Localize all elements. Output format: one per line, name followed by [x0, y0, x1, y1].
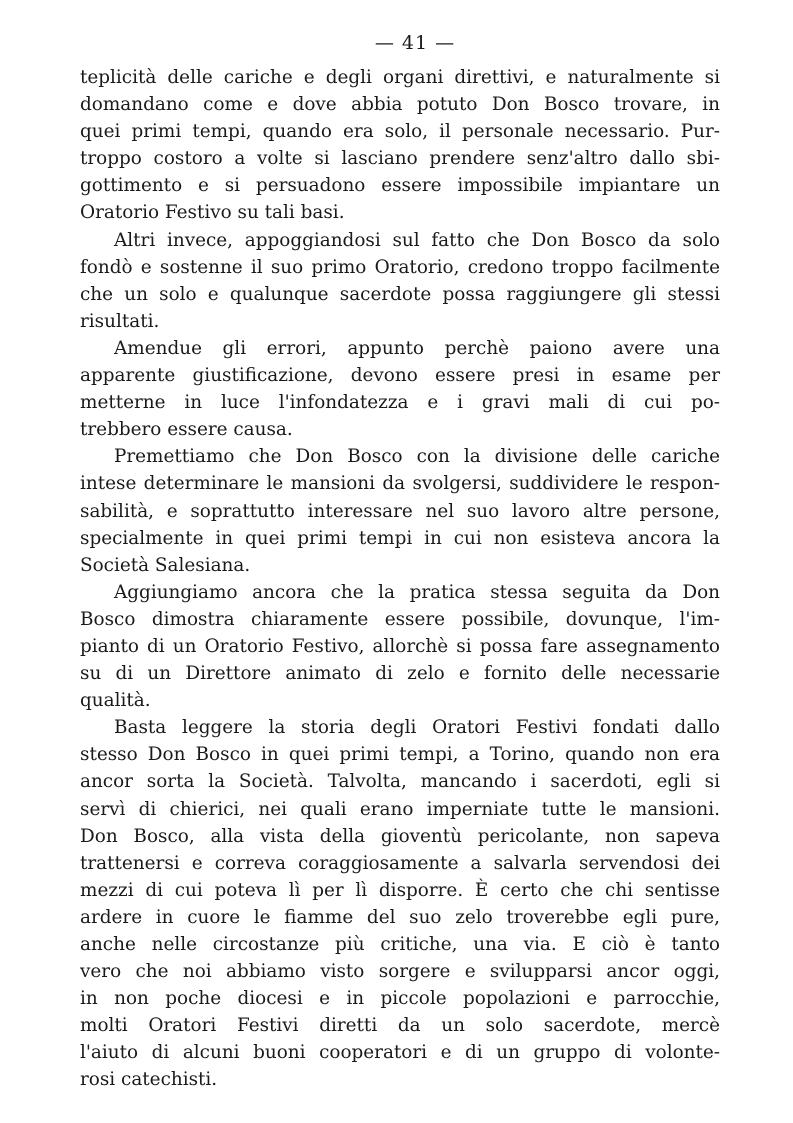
paragraph: [80, 443, 720, 578]
text-line: in non poche diocesi e in piccole popolazioni e parrocchie,: [80, 988, 720, 1010]
text-line: specialmente in quei primi tempi in cui non esisteva ancora la: [80, 527, 720, 549]
paragraph: [80, 64, 720, 227]
text-line: qualità.: [80, 690, 151, 712]
text-line: Premettiamo che Don Bosco con la divisione delle cariche: [114, 446, 720, 468]
text-line: ancor sorta la Società. Talvolta, mancando i sacerdoti, egli si: [80, 771, 720, 793]
paragraph: [80, 579, 720, 714]
text-line: fondò e sostenne il suo primo Oratorio, credono troppo facilmente: [80, 256, 720, 278]
text-line: Don Bosco, alla vista della gioventù pericolante, non sapeva: [80, 825, 720, 847]
text-line: Società Salesiana.: [80, 554, 251, 576]
text-line: servì di chierici, nei quali erano imperniate tutte le mansioni.: [80, 798, 720, 820]
text-line: pianto di un Oratorio Festivo, allorchè si possa fare assegnamento: [80, 635, 720, 657]
text-line: risultati.: [80, 310, 160, 332]
text-line: vero che noi abbiamo visto sorgere e svilupparsi ancor oggi,: [80, 961, 720, 983]
text-line: domandano come e dove abbia potuto Don Bosco trovare, in: [80, 94, 720, 116]
text-line: apparente giustificazione, devono essere presi in esame per: [80, 365, 720, 387]
text-line: che un solo e qualunque sacerdote possa raggiungere gli stessi: [80, 283, 720, 305]
text-line: Bosco dimostra chiaramente essere possibile, dovunque, l'im-: [80, 608, 720, 630]
text-line: Aggiungiamo ancora che la pratica stessa seguita da Don: [114, 581, 720, 603]
text-line: rosi catechisti.: [80, 1069, 218, 1091]
text-line: anche nelle circostanze più critiche, una via. E ciò è tanto: [80, 934, 720, 955]
text-line: su di un Direttore animato di zelo e fornito delle necessarie: [80, 663, 720, 685]
text-line: trebbero essere causa.: [80, 419, 293, 441]
text-line: metterne in luce l'infondatezza e i gravi mali di cui po-: [80, 392, 720, 414]
text-line: molti Oratori Festivi diretti da un solo sacerdote, mercè: [80, 1015, 720, 1037]
text-line: teplicità delle cariche e degli organi direttivi, e naturalmente si: [80, 67, 720, 88]
text-line: trattenersi e correva coraggiosamente a salvarla servendosi dei: [80, 852, 720, 874]
paragraph: [80, 227, 720, 335]
text-line: Altri invece, appoggiandosi sul fatto che Don Bosco da solo: [114, 229, 720, 251]
text-line: ardere in cuore le fiamme del suo zelo troverebbe egli pure,: [80, 906, 720, 928]
text-line: mezzi di cui poteva lì per lì disporre. È certo che chi sentisse: [80, 879, 720, 901]
text-line: Amendue gli errori, appunto perchè paiono avere una: [114, 337, 720, 359]
body-text: [80, 64, 720, 1094]
book-page: [80, 32, 720, 1094]
paragraph: [80, 714, 720, 1093]
text-line: Oratorio Festivo su tali basi.: [80, 202, 345, 224]
text-line: gottimento e si persuadono essere impossibile impiantare un: [80, 175, 720, 197]
page-number: — 41 —: [374, 32, 456, 54]
text-line: quei primi tempi, quando era solo, il personale necessario. Pur-: [80, 121, 720, 143]
paragraph: [80, 335, 720, 443]
text-line: troppo costoro a volte si lasciano prendere senz'altro dallo sbi-: [80, 148, 720, 170]
text-line: sabilità, e soprattutto interessare nel suo lavoro altre persone,: [80, 500, 720, 522]
text-line: intese determinare le mansioni da svolgersi, suddividere le respon-: [80, 473, 720, 495]
text-line: stesso Don Bosco in quei primi tempi, a Torino, quando non era: [80, 744, 720, 766]
text-line: Basta leggere la storia degli Oratori Festivi fondati dallo: [114, 717, 720, 739]
text-line: l'aiuto di alcuni buoni cooperatori e di un gruppo di volonte-: [80, 1042, 720, 1064]
